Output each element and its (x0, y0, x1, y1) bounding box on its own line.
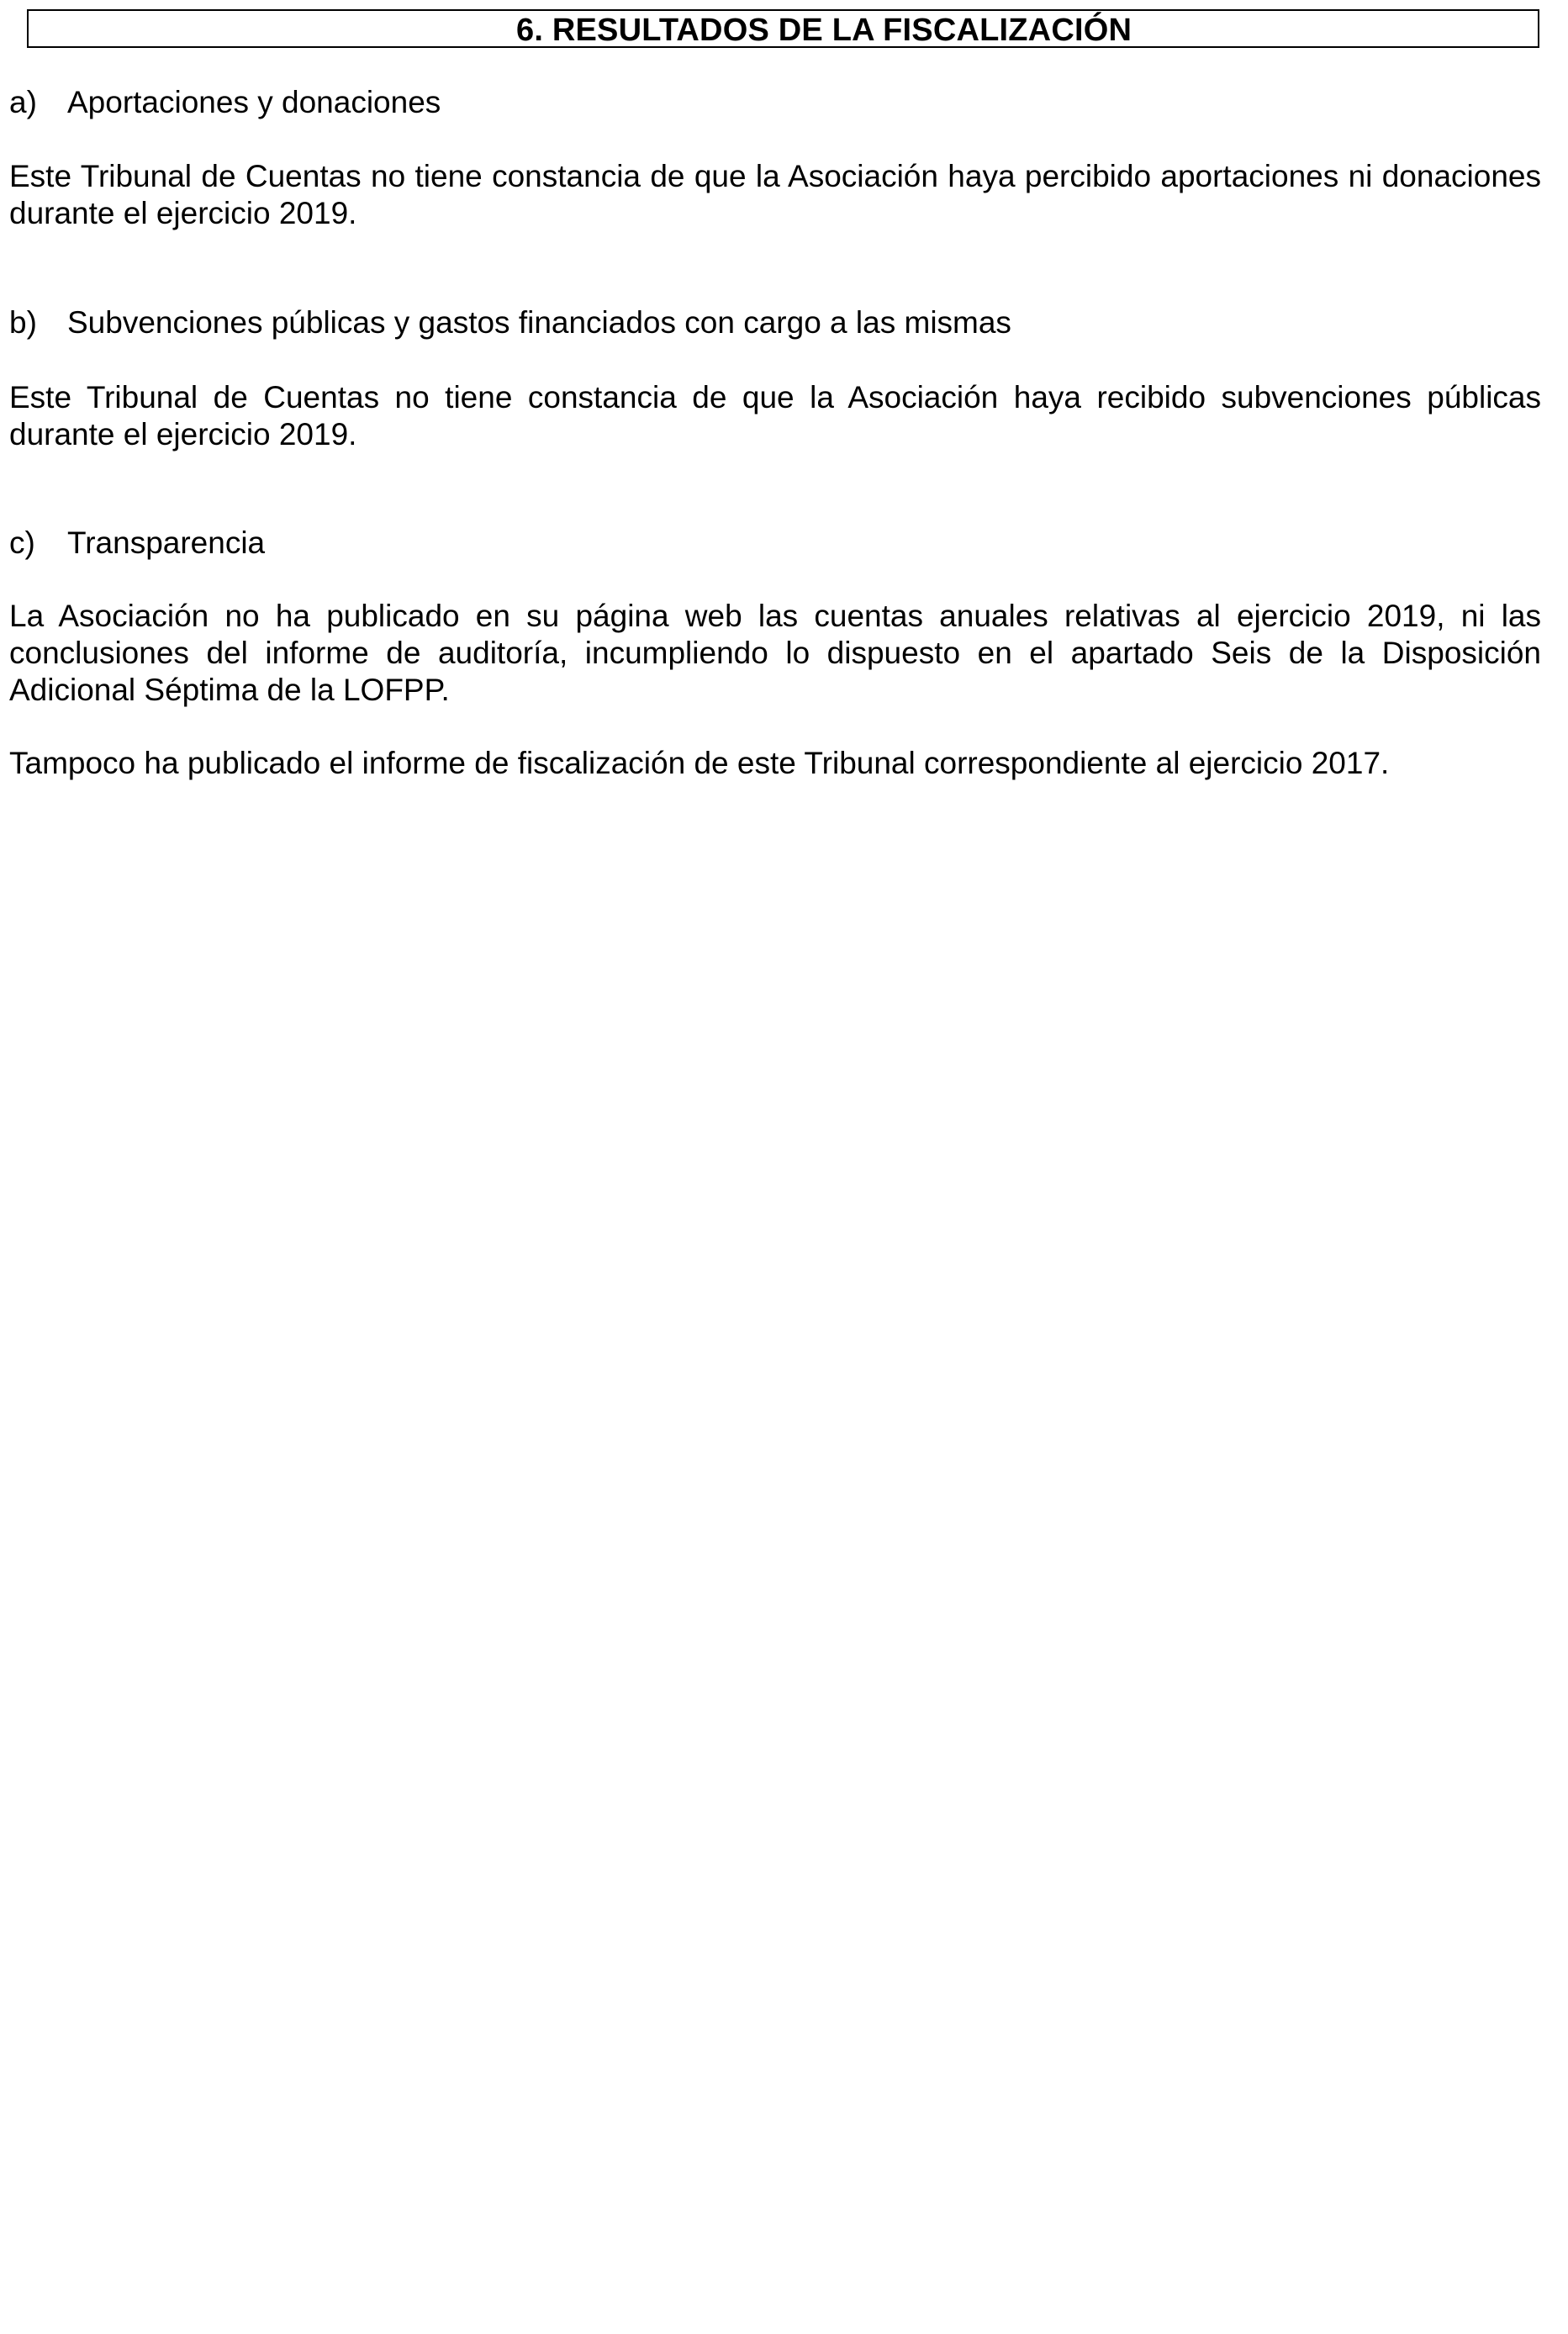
section-title-box (27, 9, 1539, 48)
heading-letter: c) (9, 525, 35, 560)
heading-text: Aportaciones y donaciones (67, 85, 441, 119)
paragraph-c-1: La Asociación no ha publicado en su página web las cuentas anuales relativas al ejercicio 2019, ni las conclusiones del informe de auditoría, incumpliendo lo dispuesto en el apartado Seis de la Disposición Adicional Séptima de la LOFPP. (9, 599, 1541, 707)
heading-b (9, 304, 1011, 341)
heading-c (9, 525, 265, 562)
heading-a (9, 84, 441, 121)
heading-text: Subvenciones públicas y gastos financiados con cargo a las mismas (67, 305, 1011, 340)
paragraph-b-1: Este Tribunal de Cuentas no tiene constancia de que la Asociación haya recibido subvenciones públicas durante el ejercicio 2019. (9, 380, 1541, 451)
heading-letter: a) (9, 85, 37, 119)
section-title: 6. RESULTADOS DE LA FISCALIZACIÓN (516, 13, 1132, 48)
paragraph-a-1: Este Tribunal de Cuentas no tiene constancia de que la Asociación haya percibido aportaciones ni donaciones durante el ejercicio 2019. (9, 159, 1541, 230)
heading-letter: b) (9, 305, 37, 340)
heading-text: Transparencia (67, 525, 266, 560)
paragraph-c-2: Tampoco ha publicado el informe de fiscalización de este Tribunal correspondiente al ejercicio 2017. (9, 746, 1390, 780)
